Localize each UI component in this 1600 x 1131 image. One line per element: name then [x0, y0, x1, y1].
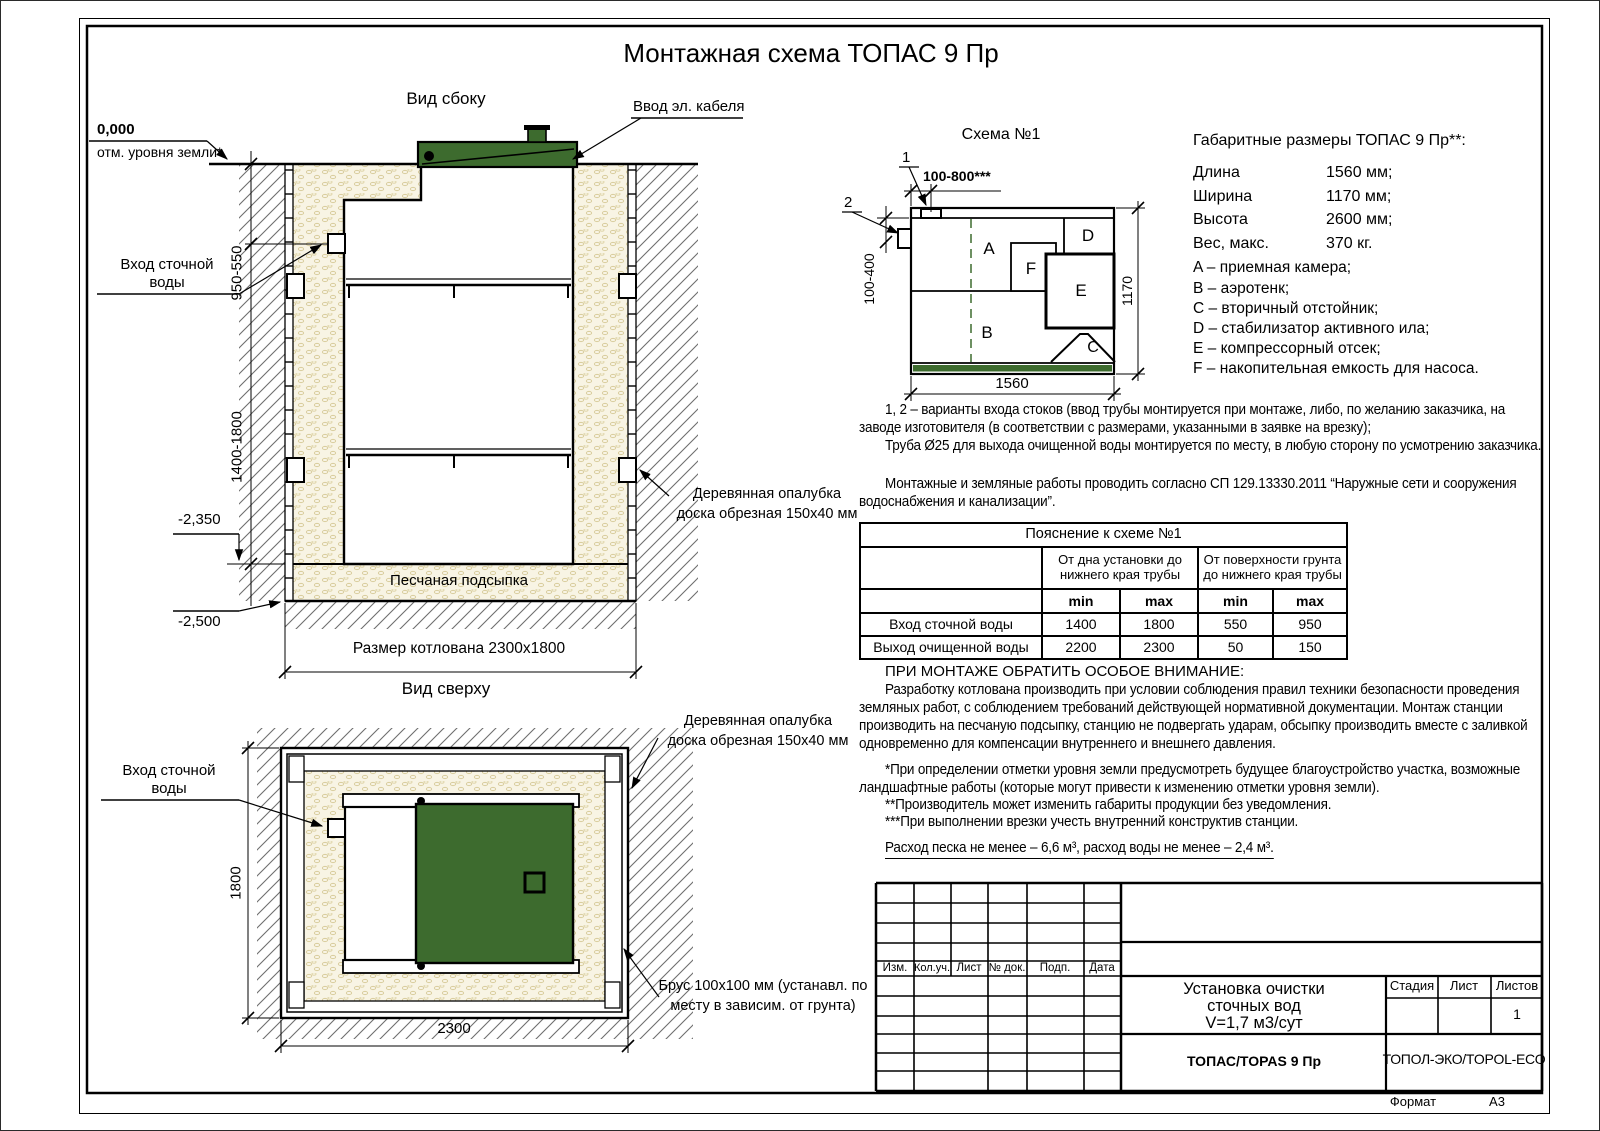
schema-mark-2: 2	[844, 194, 853, 211]
elevation-pit-label: -2,500	[178, 613, 221, 630]
titleblock-col-izm: Изм.	[882, 962, 908, 974]
titleblock-stage-label: Стадия	[1389, 978, 1435, 993]
compartment-c: C	[1087, 339, 1099, 356]
legend-b: B – аэротенк;	[1193, 280, 1290, 297]
spec-label-length: Длина	[1193, 164, 1240, 181]
footnote-1-line2: ландшафтные работы (которые могут привести к изменению отметки уровня земли).	[859, 779, 1380, 796]
formwork-label-side-line1: Деревянная опалубка	[692, 486, 842, 502]
table-cell: 1400	[1042, 613, 1120, 636]
schema-dim-bottom: 1560	[995, 375, 1029, 392]
titleblock-col-list: Лист	[956, 962, 982, 974]
table-min-header-2: min	[1198, 589, 1273, 613]
table-group1-line2: нижнего края трубы	[1059, 567, 1181, 582]
product-name: ТОПАС/TOPAS 9 Пр	[1186, 1053, 1322, 1069]
format-label: Формат	[1389, 1094, 1437, 1109]
titleblock-sheet-label: Лист	[1449, 978, 1479, 993]
note-variants-line1: 1, 2 – варианты входа стоков (ввод трубы монтируется при монтаже, либо, по желанию заказчика, на	[885, 401, 1506, 418]
dim-top-view-length: 2300	[437, 1020, 471, 1037]
note-sp-line2: водоснабжения и канализации”.	[859, 493, 1056, 510]
pit-size-label: Размер котлована 2300х1800	[352, 640, 566, 657]
note-pipe-line: Труба Ø25 для выхода очищенной воды монтируется по месту, в любую сторону по усмотрению заказчика.	[885, 437, 1542, 454]
dim-depth-top: 950-550	[228, 245, 246, 301]
table-cell: 950	[1273, 613, 1347, 636]
legend-c: C – вторичный отстойник;	[1193, 300, 1379, 317]
compartment-d: D	[1081, 226, 1095, 245]
formwork-label-top-line2: доска обрезная 150х40 мм	[667, 733, 849, 749]
compartment-e: E	[1075, 281, 1087, 300]
top-view-title: Вид сверху	[401, 679, 491, 698]
schema-dim-top: 100-800***	[923, 168, 991, 184]
attention-line1: Разработку котлована производить при условии соблюдения правил техники безопасности проведения	[885, 681, 1520, 698]
titleblock-sheets-value: 1	[1513, 1006, 1521, 1022]
legend-a: A – приемная камера;	[1193, 259, 1352, 276]
inlet-label-top-line2: воды	[151, 780, 187, 797]
formwork-label-top-line1: Деревянная опалубка	[683, 713, 833, 729]
compartment-b: B	[981, 323, 993, 342]
table-group2-line2: до нижнего края трубы	[1203, 567, 1342, 582]
titleblock-col-podp: Подп.	[1039, 962, 1071, 974]
attention-heading: ПРИ МОНТАЖЕ ОБРАТИТЬ ОСОБОЕ ВНИМАНИЕ:	[885, 663, 1245, 680]
spec-value-weight: 370 кг.	[1326, 235, 1373, 252]
attention-line3: производить на песчаную подсыпку, станцию не подвергать ударам, обсыпку производить вместе с заливкой	[859, 717, 1528, 734]
footnote-3: ***При выполнении врезки учесть внутренний конструктив станции.	[885, 813, 1299, 830]
table-group1-line1: От дна установки до	[1058, 552, 1182, 568]
spec-value-height: 2600 мм;	[1326, 211, 1393, 228]
doc-title-line1: Установка очистки	[1183, 980, 1325, 998]
sand-bed-label: Песчаная подсыпка	[389, 572, 529, 589]
legend-f: F – накопительная емкость для насоса.	[1193, 360, 1479, 377]
table-row-inlet-label: Вход сточной воды	[860, 613, 1042, 636]
legend-d: D – стабилизатор активного ила;	[1193, 320, 1430, 337]
dim-top-view-width: 1800	[227, 866, 245, 900]
compartment-f: F	[1025, 259, 1037, 278]
format-value: А3	[1489, 1094, 1505, 1109]
schema-dim-right: 1170	[1119, 275, 1136, 307]
beam-label-line2: месту в зависим. от грунта)	[670, 998, 856, 1014]
titleblock-sheets-label: Листов	[1495, 978, 1539, 993]
table-max-header-2: max	[1273, 589, 1347, 613]
doc-title-line3: V=1,7 м3/сут	[1205, 1014, 1303, 1032]
elevation-bed-label: -2,350	[178, 511, 221, 528]
spec-label-width: Ширина	[1193, 188, 1253, 205]
table-cell: 50	[1198, 636, 1273, 659]
legend-e: E – компрессорный отсек;	[1193, 340, 1381, 357]
spec-label-weight: Вес, макс.	[1193, 235, 1269, 252]
inlet-label-side-line1: Вход сточной	[120, 256, 214, 273]
cable-entry-label: Ввод эл. кабеля	[633, 98, 745, 115]
table-cell: 550	[1198, 613, 1273, 636]
specs-heading: Габаритные размеры ТОПАС 9 Пр**:	[1193, 132, 1466, 149]
zero-elevation-label: 0,000	[97, 121, 135, 138]
spec-label-height: Высота	[1193, 211, 1248, 228]
side-view-title: Вид сбоку	[406, 89, 486, 108]
table-cell: 150	[1273, 636, 1347, 659]
table-group2-header	[1198, 547, 1347, 589]
table-group2-line1: От поверхности грунта	[1203, 552, 1342, 568]
inlet-label-top-line1: Вход сточной	[122, 762, 216, 779]
table-empty-cell	[860, 589, 1042, 613]
ground-level-note: отм. уровня земли*	[97, 144, 223, 160]
table-row-outlet-label: Выход очищенной воды	[860, 636, 1042, 659]
titleblock-col-data: Дата	[1089, 962, 1115, 974]
dim-depth-bottom: 1400-1800	[228, 411, 246, 483]
footnote-2: **Производитель может изменить габариты продукции без уведомления.	[885, 796, 1332, 813]
table-corner-cell	[860, 547, 1042, 589]
spec-value-length: 1560 мм;	[1326, 164, 1393, 181]
note-sp-line1: Монтажные и земляные работы проводить согласно СП 129.13330.2011 “Наружные сети и сооружения	[885, 475, 1517, 492]
formwork-label-side-line2: доска обрезная 150х40 мм	[676, 506, 858, 522]
beam-label-line1: Брус 100х100 мм (устанавл. по	[658, 978, 868, 994]
doc-title-line2: сточных вод	[1207, 997, 1301, 1015]
titleblock-col-ndok: № док.	[988, 962, 1026, 974]
schema-dim-left: 100-400	[861, 253, 878, 305]
inlet-label-side-line2: воды	[149, 274, 185, 291]
spec-value-width: 1170 мм;	[1326, 188, 1392, 205]
table-cell: 1800	[1120, 613, 1198, 636]
note-variants-line2: заводе изготовителя (в соответствии с размерами, указанными в заявке на врезку);	[859, 419, 1371, 436]
compartment-a: A	[983, 239, 995, 258]
table-cell: 2300	[1120, 636, 1198, 659]
schema-mark-1: 1	[902, 149, 911, 166]
attention-line2: земляных работ, с соблюдением требований действующей нормативной документации. Монтаж станции	[859, 699, 1503, 716]
explanation-table	[859, 522, 1348, 660]
sheet-title: Монтажная схема ТОПАС 9 Пр	[623, 38, 999, 68]
explanation-table-title: Пояснение к схеме №1	[860, 523, 1347, 547]
company-name: ТОПОЛ-ЭКО/TOPOL-ECO	[1382, 1051, 1546, 1067]
footnote-1-line1: *При определении отметки уровня земли предусмотреть будущее благоустройство участка, возможные	[885, 761, 1521, 778]
table-max-header-1: max	[1120, 589, 1198, 613]
schema-title: Схема №1	[961, 126, 1041, 143]
titleblock-col-koluch: Кол.уч.	[913, 962, 951, 974]
table-cell: 2200	[1042, 636, 1120, 659]
table-group1-header	[1042, 547, 1198, 589]
table-min-header-1: min	[1042, 589, 1120, 613]
attention-line4: одновременно для компенсации внутреннего и внешнего давления.	[859, 735, 1276, 752]
consumption-note: Расход песка не менее – 6,6 м³, расход воды не менее – 2,4 м³.	[885, 840, 1274, 859]
